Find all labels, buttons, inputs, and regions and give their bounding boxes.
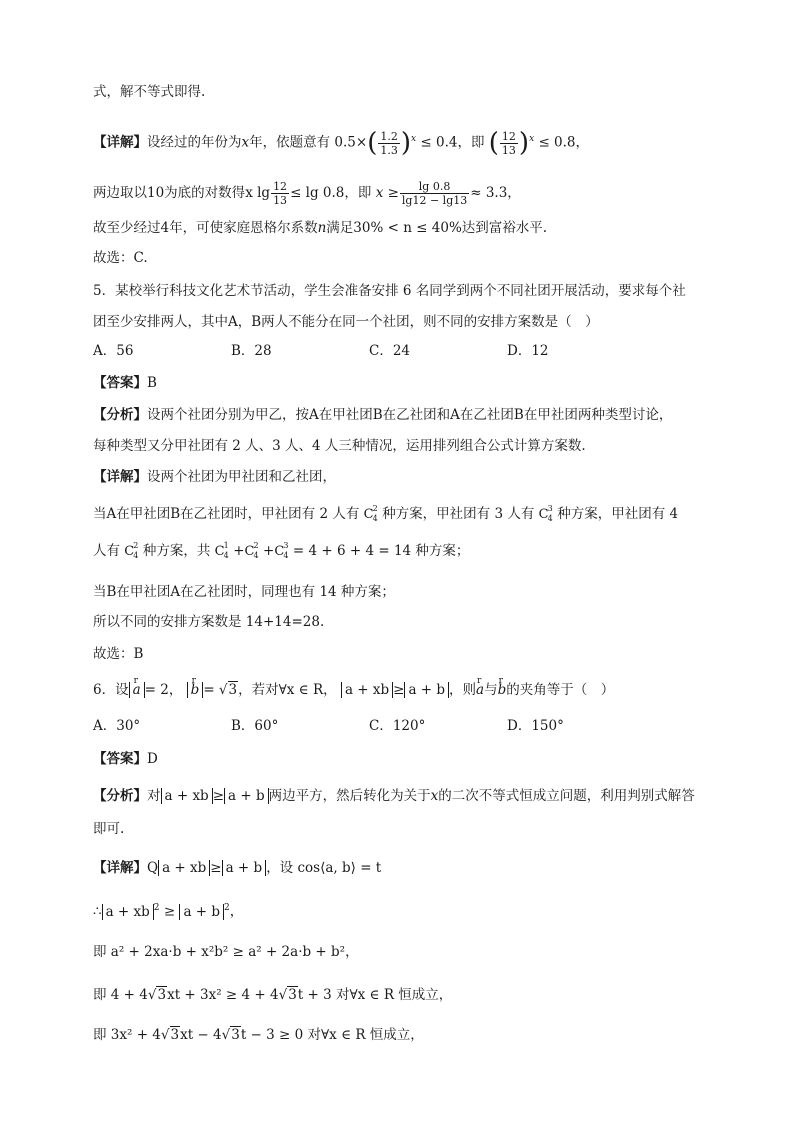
text-line: 人有 C 2 4 种方案，共 C 1 4 +C 2 4 +C 3 4 = 4 + 6 + 4 = 14 种方案； [93,541,470,560]
text-line: 两边取以10为底的对数得x lg $\frac{12}{13}$ ≤ lg 0.8，即 x ≥ $\frac{\lg 0.8}{\lg 12 - \lg 13}$ ≈ 3.3， [93,180,521,207]
fraction: $\frac{1.2}{1.3}$ [380,129,398,157]
q5-options [93,341,734,361]
text-line: 式，解不等式即得. [93,84,206,100]
text-line: 当A在甲社团B在乙社团时，甲社团有 2 人有 C 2 4 种方案，甲社团有 3 人有 C 3 4 种方案，甲社团有 4 [93,504,679,523]
option-a: A．30° [93,718,141,734]
text-line: 当B在甲社团A在乙社团时，同理也有 14 种方案； [93,584,395,600]
answer-line: 【答案】D [93,751,158,767]
text-line: ∴ a + xb $^2$ ≥ a + b $^2$， [93,903,244,920]
combination: C 2 4 [124,541,139,560]
combination: C 3 4 [538,504,553,523]
detail-line: 【详解】设两个社团为甲社团和乙社团， [93,469,336,485]
option-b: B．28 [231,343,272,359]
text-line: 所以不同的安排方案数是 14+14=28. [93,614,325,630]
option-c: C．120° [369,718,426,734]
answer-line: 【答案】B [93,375,157,391]
option-c: C．24 [369,343,411,359]
text-line: 即 4 + 4√3xt + 3x² ≥ 4 + 4√3t + 3 对∀x ∈ R 恒成立， [93,987,453,1003]
question-6: 6．设r a = 2， r b = √3，若对∀x ∈ R， a + xb ≥ a + b ，则r a与r b的夹角等于（ ） [93,680,734,700]
combination: C 1 4 [214,541,229,560]
text-line: 【详解】设经过的年份为x年，依题意有 0.5×( $\frac{1.2}{1.3}$ )$^x$ ≤ 0.4，即 ( $\frac{12}{13}$ )$^x$ ≤ 0.8， [93,128,590,158]
text-line: 故选：B [93,646,144,662]
detail-tag: 【详解】 [93,134,147,151]
text-line: 即 a² + 2xa·b + x²b² ≥ a² + 2a·b + b²， [93,944,359,960]
text-line: 团至少安排两人，其中A，B两人不能分在同一个社团，则不同的安排方案数是（ ） [93,314,599,330]
combination: C 3 4 [274,541,289,560]
fraction: $\frac{12}{13}$ [273,180,288,207]
option-b: B．60° [231,718,279,734]
question-5: 5．某校举行科技文化艺术节活动，学生会准备安排 6 名同学到两个不同社团开展活动，要求每个社 [93,283,686,299]
q6-options [93,716,734,736]
analysis-line: 【分析】对 a + xb ≥ a + b 两边平方，然后转化为关于x的二次不等式恒成立问题，利用判别式解答 [93,788,695,804]
text-line: 即可. [93,821,125,837]
option-a: A．56 [93,343,134,359]
combination: C 2 4 [244,541,259,560]
option-d: D．12 [507,343,549,359]
detail-line: 【详解】Q a + xb ≥ a + b ，设 cos⟨a, b⟩ = t [93,860,382,876]
text-line: 即 3x² + 4√3xt − 4√3t − 3 ≥ 0 对∀x ∈ R 恒成立， [93,1027,424,1043]
text-line: 故选：C. [93,250,148,266]
combination: C 2 4 [363,504,378,523]
analysis-line: 【分析】设两个社团分别为甲乙，按A在甲社团B在乙社团和A在乙社团B在甲社团两种类型讨论， [93,407,673,423]
option-d: D．150° [507,718,564,734]
fraction: $\frac{\lg 0.8}{\lg 12 - \lg 13}$ [401,180,468,207]
text-line: 每种类型又分甲社团有 2 人、3 人、4 人三种情况，运用排列组合公式计算方案数. [93,438,586,454]
text-line: 故至少经过4年，可使家庭恩格尔系数n满足30% < n ≤ 40%达到富裕水平. [93,220,548,236]
fraction: $\frac{12}{13}$ [501,129,516,157]
